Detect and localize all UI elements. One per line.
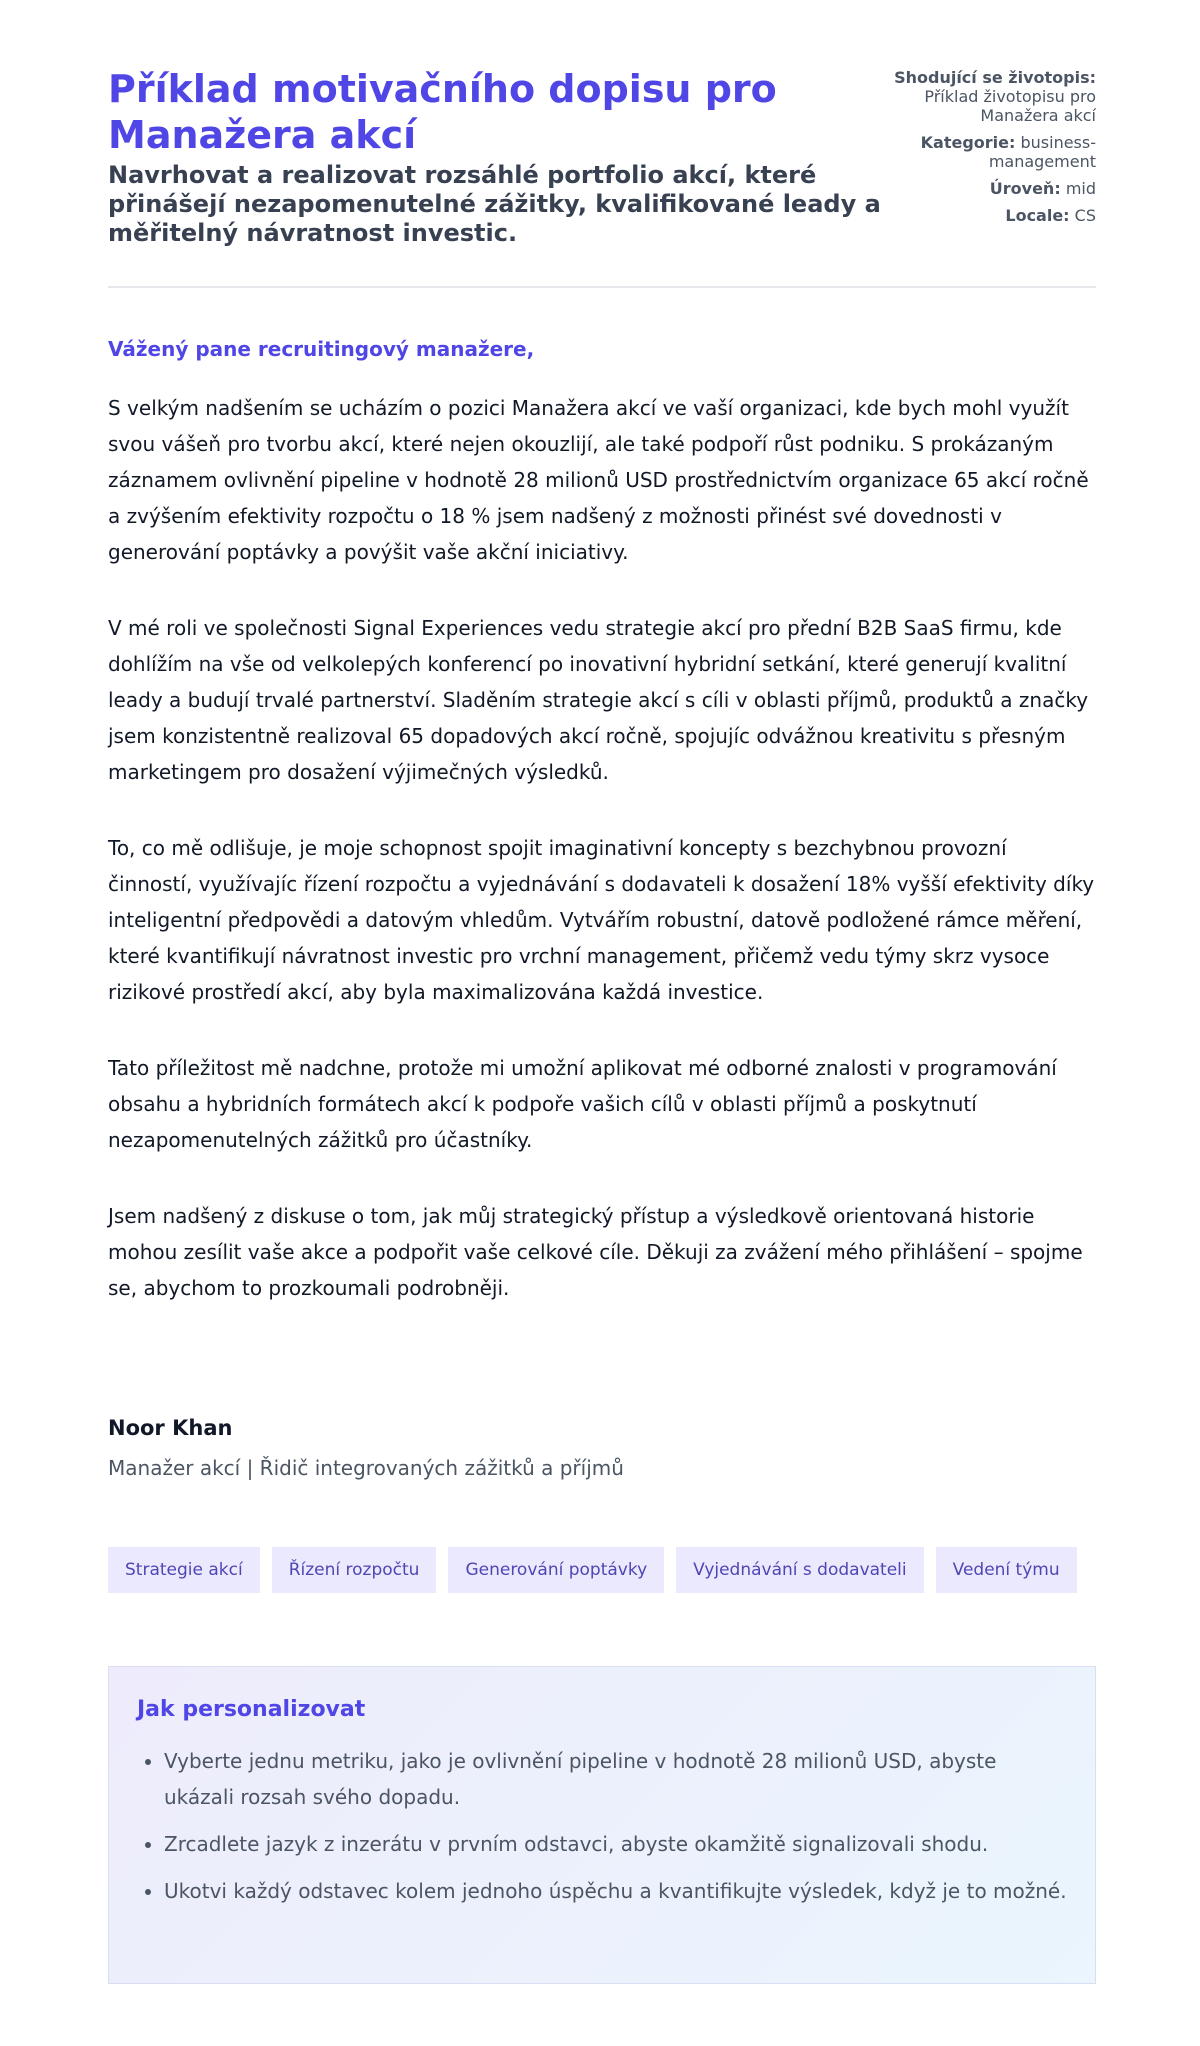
signature-title: Manažer akcí | Řidič integrovaných zážitků a příjmů <box>108 1456 624 1480</box>
skill-tag: Vyjednávání s dodavateli <box>676 1547 924 1593</box>
meta-level-label: Úroveň: <box>989 179 1061 198</box>
tips-list <box>137 1743 1067 1909</box>
letter-salutation: Vážený pane recruitingový manažere, <box>108 337 535 361</box>
meta-locale-value: CS <box>1074 206 1096 225</box>
meta-locale <box>866 206 1096 225</box>
letter-paragraph: V mé roli ve společnosti Signal Experiences vedu strategie akcí pro přední B2B SaaS firmu, kde dohlížím na vše od velkolepých konferencí po inovativní hybridní setkání, které generují kvalitní leady a budují trvalé partnerství. Sladěním strategie akcí s cíli v oblasti příjmů, produktů a značky jsem konzistentně realizoval 65 dopadových akcí ročně, spojujíc odvážnou kreativitu s přesným marketingem pro dosažení výjimečných výsledků. <box>108 616 1089 784</box>
skill-tag: Generování poptávky <box>448 1547 664 1593</box>
meta-locale-label: Locale: <box>1005 206 1070 225</box>
page-title: Příklad motivačního dopisu pro Manažera akcí <box>108 67 777 157</box>
meta-panel <box>866 68 1096 233</box>
letter-paragraph: Tato příležitost mě nadchne, protože mi umožní aplikovat mé odborné znalosti v programování obsahu a hybridních formátech akcí k podpoře vašich cílů v oblasti příjmů a poskytnutí nezapomenutelných zážitků pro účastníky. <box>108 1056 1057 1152</box>
letter-paragraph: S velkým nadšením se ucházím o pozici Manažera akcí ve vaší organizaci, kde bych mohl využít svou vášeň pro tvorbu akcí, které nejen okouzlijí, ale také podpoří růst podniku. S prokázaným záznamem ovlivnění pipeline v hodnotě 28 milionů USD prostřednictvím organizace 65 akcí ročně a zvýšením efektivity rozpočtu o 18 % jsem nadšený z možnosti přinést své dovednosti v generování poptávky a povýšit vaše akční iniciativy. <box>108 396 1089 564</box>
letter-paragraph: Jsem nadšený z diskuse o tom, jak můj strategický přístup a výsledkově orientovaná historie mohou zesílit vaše akce a podpořit vaše celkové cíle. Děkuji za zvážení mého přihlášení – spojme se, abychom to prozkoumali podrobněji. <box>108 1204 1083 1300</box>
skill-tag: Řízení rozpočtu <box>272 1547 437 1593</box>
tip-item: • Vyberte jednu metriku, jako je ovlivnění pipeline v hodnotě 28 milionů USD, abyste ukázali rozsah svého dopadu. <box>164 1743 1067 1815</box>
meta-category-label: Kategorie: <box>920 133 1016 152</box>
letter-paragraph: To, co mě odlišuje, je moje schopnost spojit imaginativní koncepty s bezchybnou provozní činností, využívajíc řízení rozpočtu a vyjednávání s dodavateli k dosažení 18% vyšší efektivity díky inteligentní předpovědi a datovým vhledům. Vytvářím robustní, datově podložené rámce měření, které kvantifikují návratnost investic pro vrchní management, přičemž vedu týmy skrz vysoce rizikové prostředí akcí, aby byla maximalizována každá investice. <box>108 836 1095 1004</box>
meta-level-value: mid <box>1065 179 1096 198</box>
tip-item: • Ukotvi každý odstavec kolem jednoho úspěchu a kvantifikujte výsledek, když je to možné. <box>164 1873 1067 1909</box>
meta-resume-value: Příklad životopisu pro Manažera akcí <box>924 87 1096 125</box>
personalization-tips-box <box>108 1666 1096 1984</box>
tip-item: • Zrcadlete jazyk z inzerátu v prvním odstavci, abyste okamžitě signalizovali shodu. <box>164 1826 1067 1862</box>
skill-tag: Strategie akcí <box>108 1547 260 1593</box>
page-subtitle: Navrhovat a realizovat rozsáhlé portfolio akcí, které přinášejí nezapomenutelné zážitky, kvalifikované leady a měřitelný návratnost investic. <box>108 161 881 247</box>
meta-level <box>866 179 1096 198</box>
meta-resume <box>866 68 1096 125</box>
page-header <box>108 0 1096 288</box>
cover-letter-page <box>108 0 1096 1903</box>
skill-tag: Vedení týmu <box>936 1547 1077 1593</box>
skill-tags <box>108 1547 1077 1593</box>
meta-resume-label: Shodující se životopis: <box>894 68 1096 87</box>
meta-category-value: business-management <box>988 133 1096 171</box>
letter-body <box>108 390 1096 1346</box>
signature-name: Noor Khan <box>108 1416 233 1440</box>
meta-category <box>866 133 1096 171</box>
tips-title: Jak personalizovat <box>137 1697 366 1722</box>
